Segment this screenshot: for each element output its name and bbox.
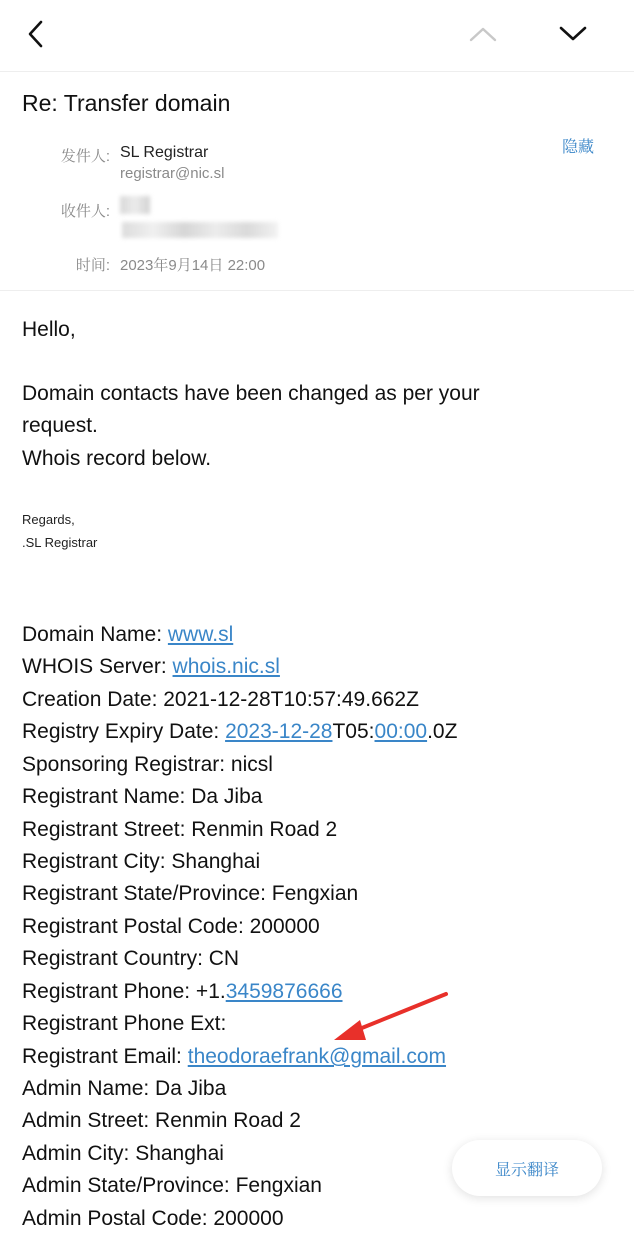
sender-email[interactable]: registrar@nic.sl [120,165,225,182]
whois-registrant-city: Registrant City: Shanghai [22,850,261,873]
whois-domain-name [22,619,233,651]
expiry-time-link[interactable]: 00:00 [374,720,428,743]
greeting: Hello, [22,318,76,341]
previous-email-button[interactable] [465,16,501,52]
red-arrow-annotation-icon [330,990,450,1050]
top-bar [0,0,634,72]
body-line-1: Domain contacts have been changed as per your [22,382,480,405]
from-label: 发件人: [60,148,110,165]
registrant-phone-label: Registrant Phone: +1. [22,980,226,1003]
show-translation-button[interactable]: 显示翻译 [452,1140,602,1196]
to-label: 收件人: [60,203,110,220]
header-divider [0,290,634,291]
sender-name[interactable]: SL Registrar [120,144,209,161]
regards: Regards, [22,512,75,527]
whois-admin-city: Admin City: Shanghai [22,1142,224,1165]
whois-registrant-phone-ext: Registrant Phone Ext: [22,1012,227,1035]
whois-registrant-phone [22,976,343,1008]
body-line-3: Whois record below. [22,447,212,470]
signature: .SL Registrar [22,535,98,550]
email-subject: Re: Transfer domain [22,90,231,116]
whois-registrant-name: Registrant Name: Da Jiba [22,785,263,808]
whois-expiry-date [22,716,457,748]
whois-registrant-country: Registrant Country: CN [22,947,240,970]
whois-creation-date: Creation Date: 2021-12-28T10:57:49.662Z [22,688,419,711]
whois-registrant-state: Registrant State/Province: Fengxian [22,882,359,905]
expiry-label: Registry Expiry Date: [22,720,226,743]
time-label: 时间: [75,257,110,274]
chevron-left-icon [25,19,47,49]
redacted-recipient-email [122,222,278,238]
whois-admin-state: Admin State/Province: Fengxian [22,1174,322,1197]
registrant-phone-link[interactable]: 3459876666 [225,980,343,1003]
registrant-email-label: Registrant Email: [22,1045,188,1068]
whois-registrant-postal: Registrant Postal Code: 200000 [22,915,320,938]
hide-details-link[interactable]: 隐藏 [562,139,595,156]
whois-server [22,651,280,683]
whois-admin-street: Admin Street: Renmin Road 2 [22,1109,301,1132]
sent-time: 2023年9月14日 22:00 [120,257,266,274]
redacted-recipient-name [120,196,150,214]
expiry-tail: .0Z [427,720,458,743]
back-button[interactable] [18,16,54,52]
next-email-button[interactable] [555,16,591,52]
chevron-down-icon [558,24,588,44]
domain-name-label: Domain Name: [22,623,168,646]
chevron-up-icon [468,24,498,44]
whois-server-label: WHOIS Server: [22,655,173,678]
domain-name-link[interactable]: www.sl [167,623,234,646]
whois-admin-name: Admin Name: Da Jiba [22,1077,227,1100]
whois-admin-postal: Admin Postal Code: 200000 [22,1207,284,1230]
whois-sponsoring-registrar: Sponsoring Registrar: nicsl [22,753,273,776]
body-line-2: request. [22,414,98,437]
expiry-t: T05: [332,720,375,743]
whois-server-link[interactable]: whois.nic.sl [172,655,280,678]
registrant-email-link[interactable]: theodoraefrank@gmail.com [187,1045,447,1068]
whois-registrant-street: Registrant Street: Renmin Road 2 [22,818,338,841]
expiry-date-link[interactable]: 2023-12-28 [225,720,333,743]
